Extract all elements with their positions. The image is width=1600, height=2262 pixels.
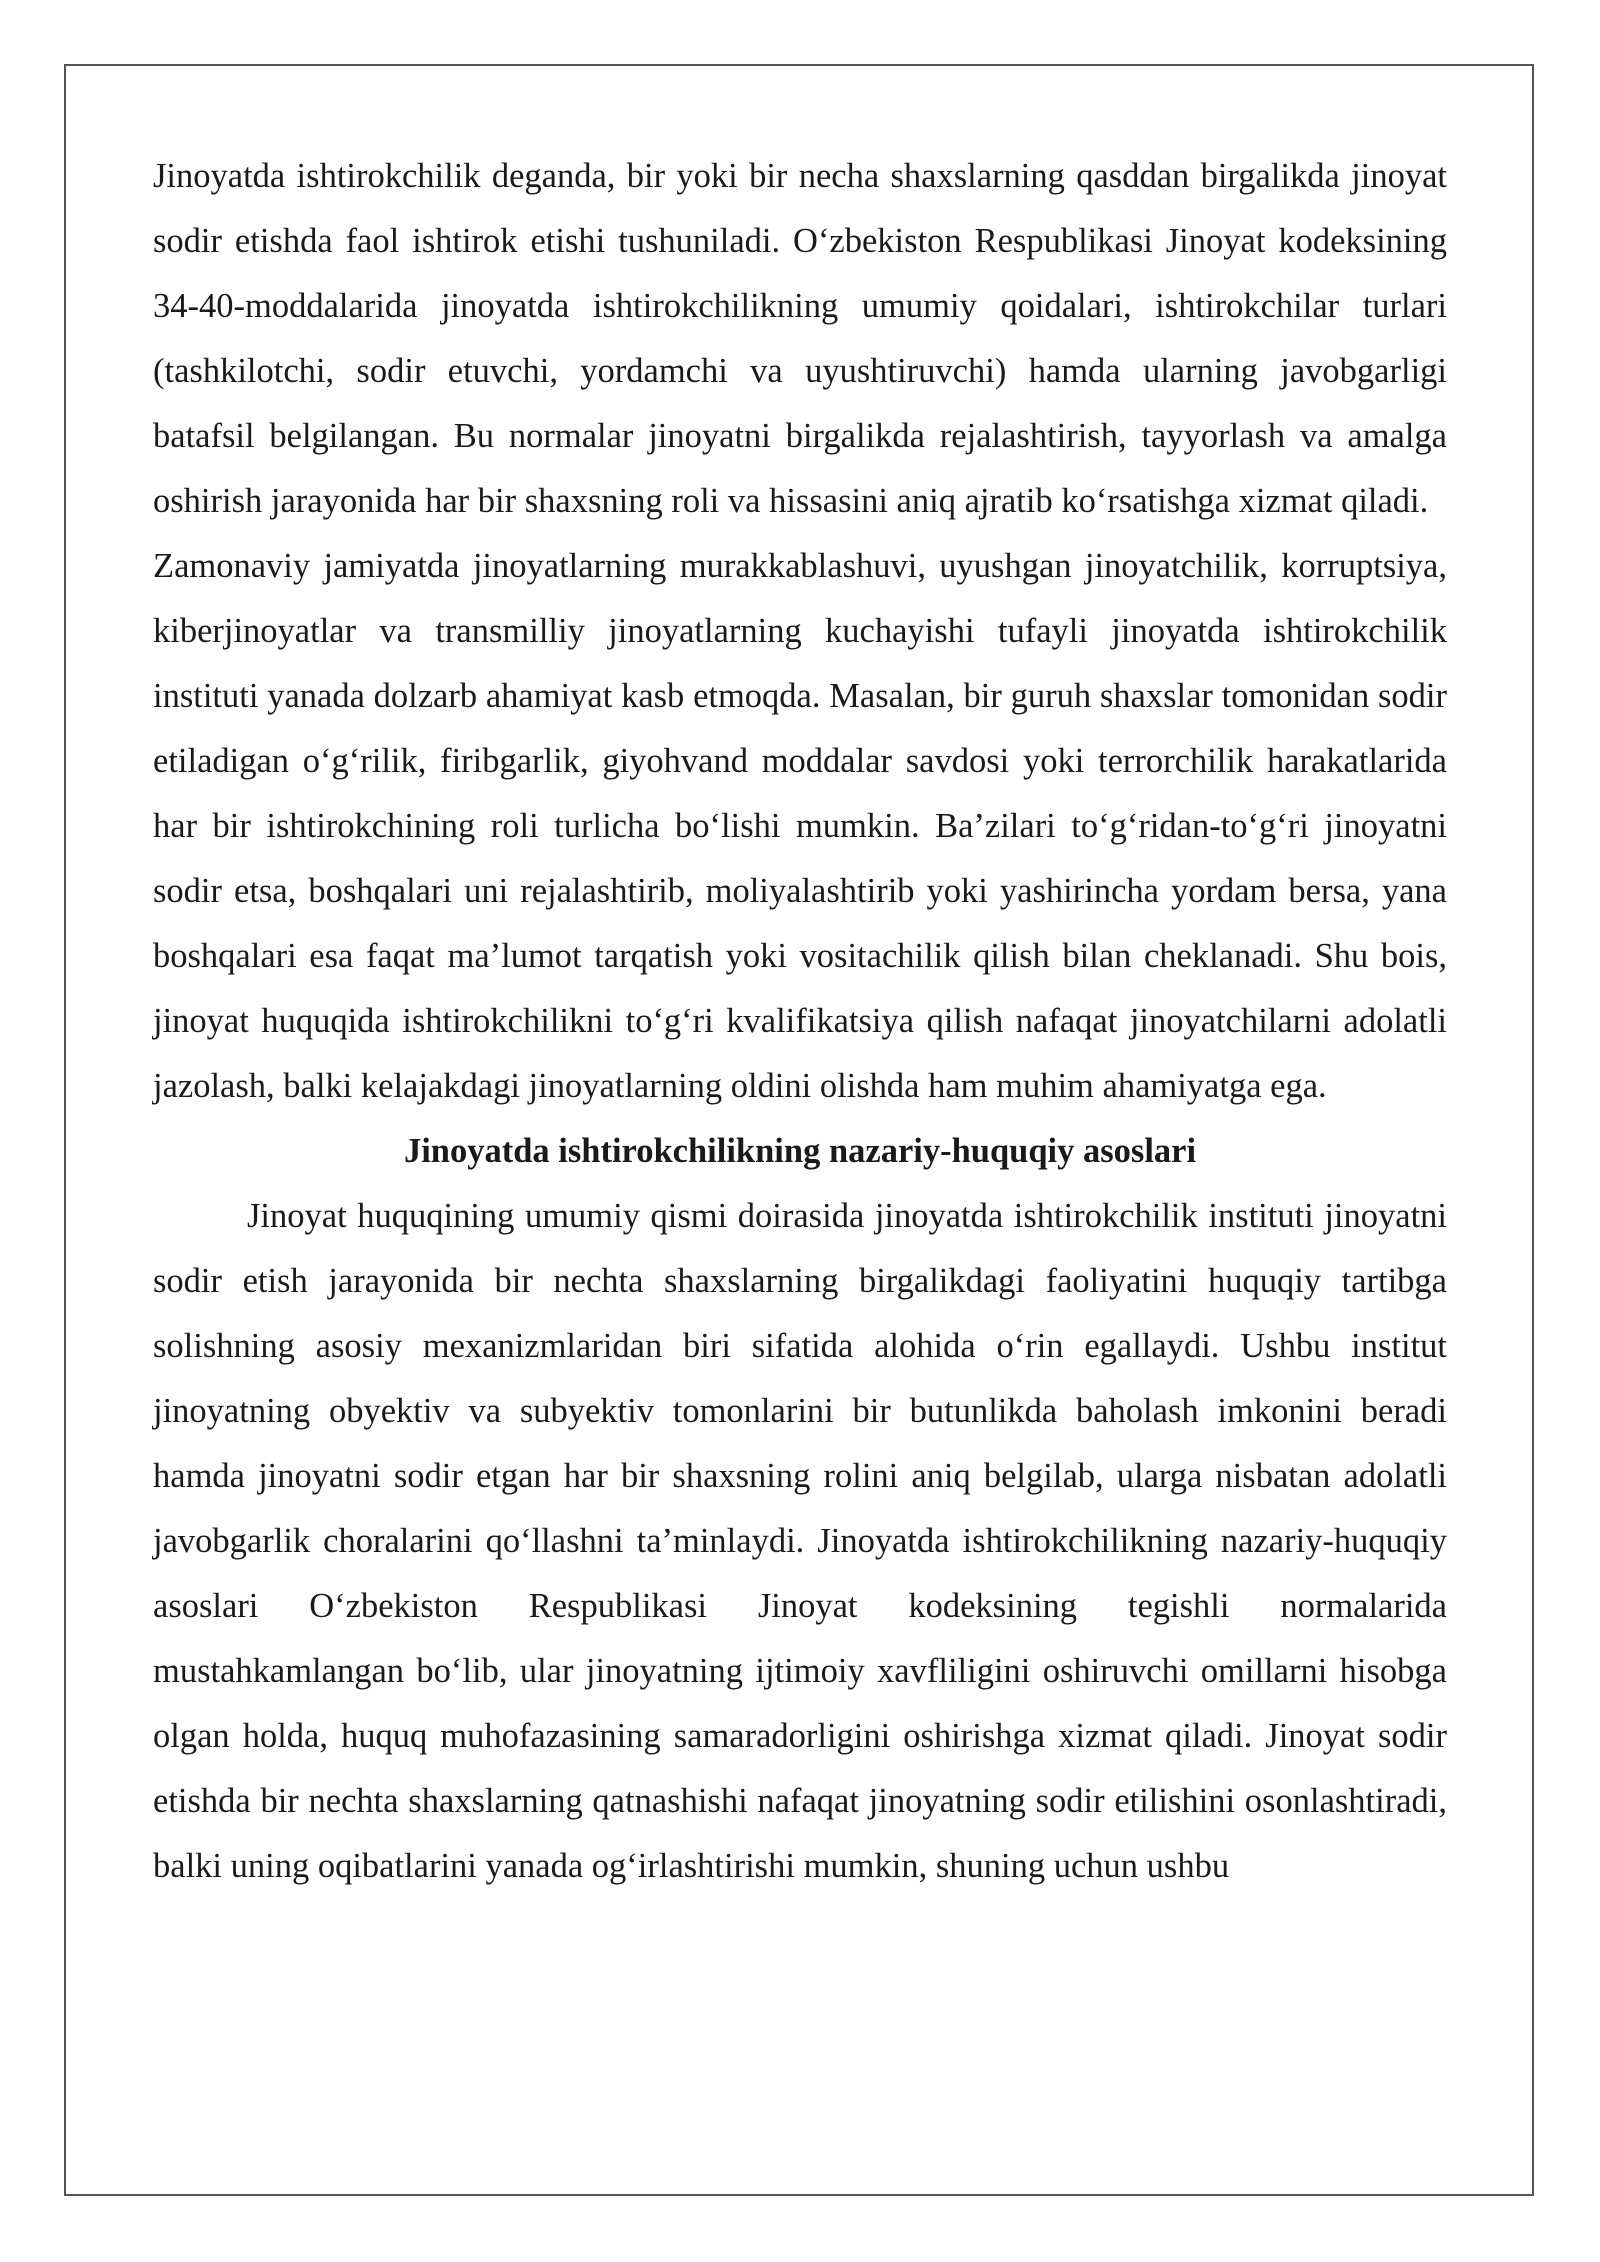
paragraph-modern-society: Zamonaviy jamiyatda jinoyatlarning murakkablashuvi, uyushgan jinoyatchilik, korruptsiya, kiberjinoyatlar va transmilliy jinoyatlarning kuchayishi tufayli jinoyatda ishtirokchilik instituti yanada dolzarb ahamiyat kasb etmoqda. Masalan, bir guruh shaxslar tomonidan sodir etiladigan o‘g‘rilik, firibgarlik, giyohvand moddalar savdosi yoki terrorchilik harakatlarida har bir ishtirokchining roli turlicha bo‘lishi mumkin. Ba’zilari to‘g‘ridan-to‘g‘ri jinoyatni sodir etsa, boshqalari uni rejalashtirib, moliyalashtirib yoki yashirincha yordam bersa, yana boshqalari esa faqat ma’lumot tarqatish yoki vositachilik qilish bilan cheklanadi. Shu bois, jinoyat huquqida ishtirokchilikni to‘g‘ri kvalifikatsiya qilish nafaqat jinoyatchilarni adolatli jazolash, balki kelajakdagi jinoyatlarning oldini olishda ham muhim ahamiyatga ega.: [153, 547, 1447, 1105]
document-body: [153, 144, 1447, 1899]
paragraph-theory: Jinoyat huquqining umumiy qismi doirasida jinoyatda ishtirokchilik instituti jinoyatni sodir etish jarayonida bir nechta shaxslarning birgalikdagi faoliyatini huquqiy tartibga solishning asosiy mexanizmlaridan biri sifatida alohida o‘rin egallaydi. Ushbu institut jinoyatning obyektiv va subyektiv tomonlarini bir butunlikda baholash imkonini beradi hamda jinoyatni sodir etgan har bir shaxsning rolini aniq belgilab, ularga nisbatan adolatli javobgarlik choralarini qo‘llashni ta’minlaydi. Jinoyatda ishtirokchilikning nazariy-huquqiy asoslari O‘zbekiston Respublikasi Jinoyat kodeksining tegishli normalarida mustahkamlangan bo‘lib, ular jinoyatning ijtimoiy xavfliligini oshiruvchi omillarni hisobga olgan holda, huquq muhofazasining samaradorligini oshirishga xizmat qiladi. Jinoyat sodir etishda bir nechta shaxslarning qatnashishi nafaqat jinoyatning sodir etilishini osonlashtiradi, balki uning oqibatlarini yanada og‘irlashtirishi mumkin, shuning uchun ushbu: [153, 1197, 1447, 1885]
paragraph-intro: Jinoyatda ishtirokchilik deganda, bir yoki bir necha shaxslarning qasddan birgalikda jinoyat sodir etishda faol ishtirok etishi tushuniladi. O‘zbekiston Respublikasi Jinoyat kodeksining 34-40-moddalarida jinoyatda ishtirokchilikning umumiy qoidalari, ishtirokchilar turlari (tashkilotchi, sodir etuvchi, yordamchi va uyushtiruvchi) hamda ularning javobgarligi batafsil belgilangan. Bu normalar jinoyatni birgalikda rejalashtirish, tayyorlash va amalga oshirish jarayonida har bir shaxsning roli va hissasini aniq ajratib ko‘rsatishga xizmat qiladi.: [153, 157, 1447, 520]
section-heading: Jinoyatda ishtirokchilikning nazariy-huquqiy asoslari: [403, 1132, 1197, 1170]
